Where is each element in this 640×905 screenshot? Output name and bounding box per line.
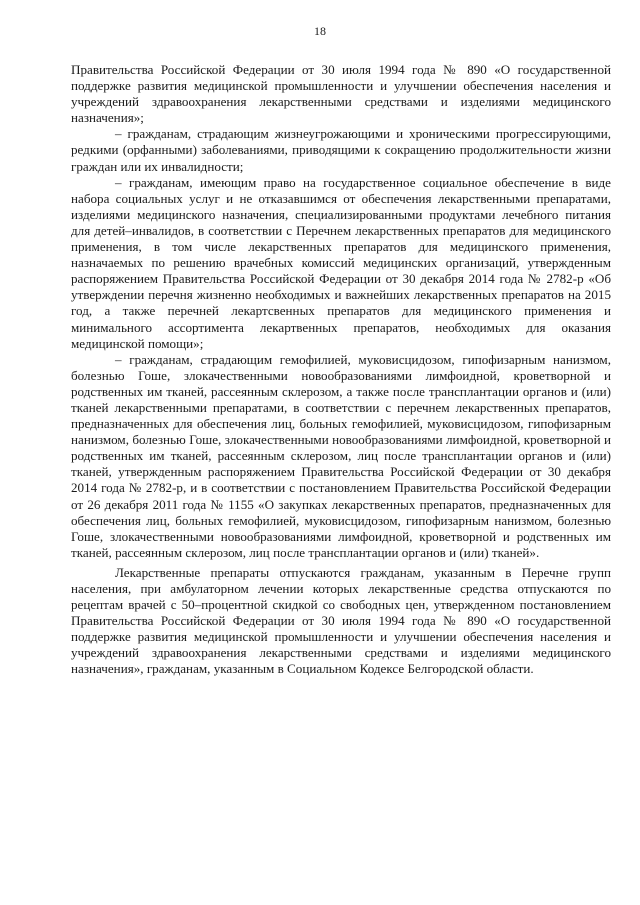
page-number: 18 [314,24,326,38]
paragraph-social-services: – гражданам, имеющим право на государственное социальное обеспечение в виде набора социальных услуг и не отказавшимся от обеспечения лекарственными препаратами, изделиями медицинского назначения, специализированными продуктами лечебного питания для детей–инвалидов, в соответствии с Перечнем лекарственных препаратов для медицинского применения, в том числе лекарственных препаратов для медицинского применения, назначаемых по решению врачебных комиссий медицинских организаций, утвержденным распоряжением Правительства Российской Федерации от 30 декабря 2014 года № 2782-р «Об утверждении перечня жизненно необходимых и важнейших лекарственных препаратов на 2015 год, а также перечней лекартсвенных препаратов для медицинского применения и минимального ассортимента лекартвенных препаратов, необходимых для оказания медицинской помощи»; [71,174,611,351]
paragraph-rare-diseases: – гражданам, страдающим жизнеугрожающими и хроническими прогрессирующими, редкими (орфанными) заболеваниями, приводящими к сокращению продолжительности жизни граждан или их инвалидности; [71,126,611,174]
document-body [71,62,611,678]
paragraph-hemophilia: – гражданам, страдающим гемофилией, муковисцидозом, гипофизарным нанизмом, болезнью Гоше, злокачественными новообразованиями лимфоидной, кроветворной и родственных им тканей, рассеянным склерозом, а также после трансплантации органов и (или) тканей лекарственными препаратами, в соответствии с перечнем лекарственных препаратов, предназначенных для обеспечения лиц, больных гемофилией, муковисцидозом, гипофизарным нанизмом, болезнью Гоше, злокачественными новообразованиями лимфоидной, кроветворной и родственных им тканей, рассеянным склерозом, лиц после трансплантации органов и (или) тканей, утвержденным распоряжением Правительства Российской Федерации от 30 декабря 2014 года № 2782-р, и в соответствии с постановлением Правительства Российской Федерации от 26 декабря 2011 года № 1155 «О закупках лекарственных препаратов, предназначенных для обеспечения лиц, больных гемофилией, муковисцидозом, гипофизарным нанизмом, болезнью Гоше, злокачественными новообразованиями лимфоидной, кроветворной и родственных им тканей, рассеянным склерозом, лиц после трансплантации органов и (или) тканей». [71,351,611,560]
paragraph-discount: Лекарственные препараты отпускаются гражданам, указанным в Перечне групп населения, при амбулаторном лечении которых лекарственные средства отпускаются по рецептам врачей с 50–процентной скидкой со свободных цен, утвержденном постановлением Правительства Российской Федерации от 30 июля 1994 года № 890 «О государственной поддержке развития медицинской промышленности и улучшении обеспечения населения и учреждений здравоохранения лекарственными средствами и изделиями медицинского назначения», гражданам, указанным в Социальном Кодексе Белгородской области. [71,564,611,677]
paragraph-continuation: Правительства Российской Федерации от 30 июля 1994 года № 890 «О государственной поддержке развития медицинской промышленности и улучшении обеспечения населения и учреждений здравоохранения лекарственными средствами и изделиями медицинского назначения»; [71,62,611,126]
